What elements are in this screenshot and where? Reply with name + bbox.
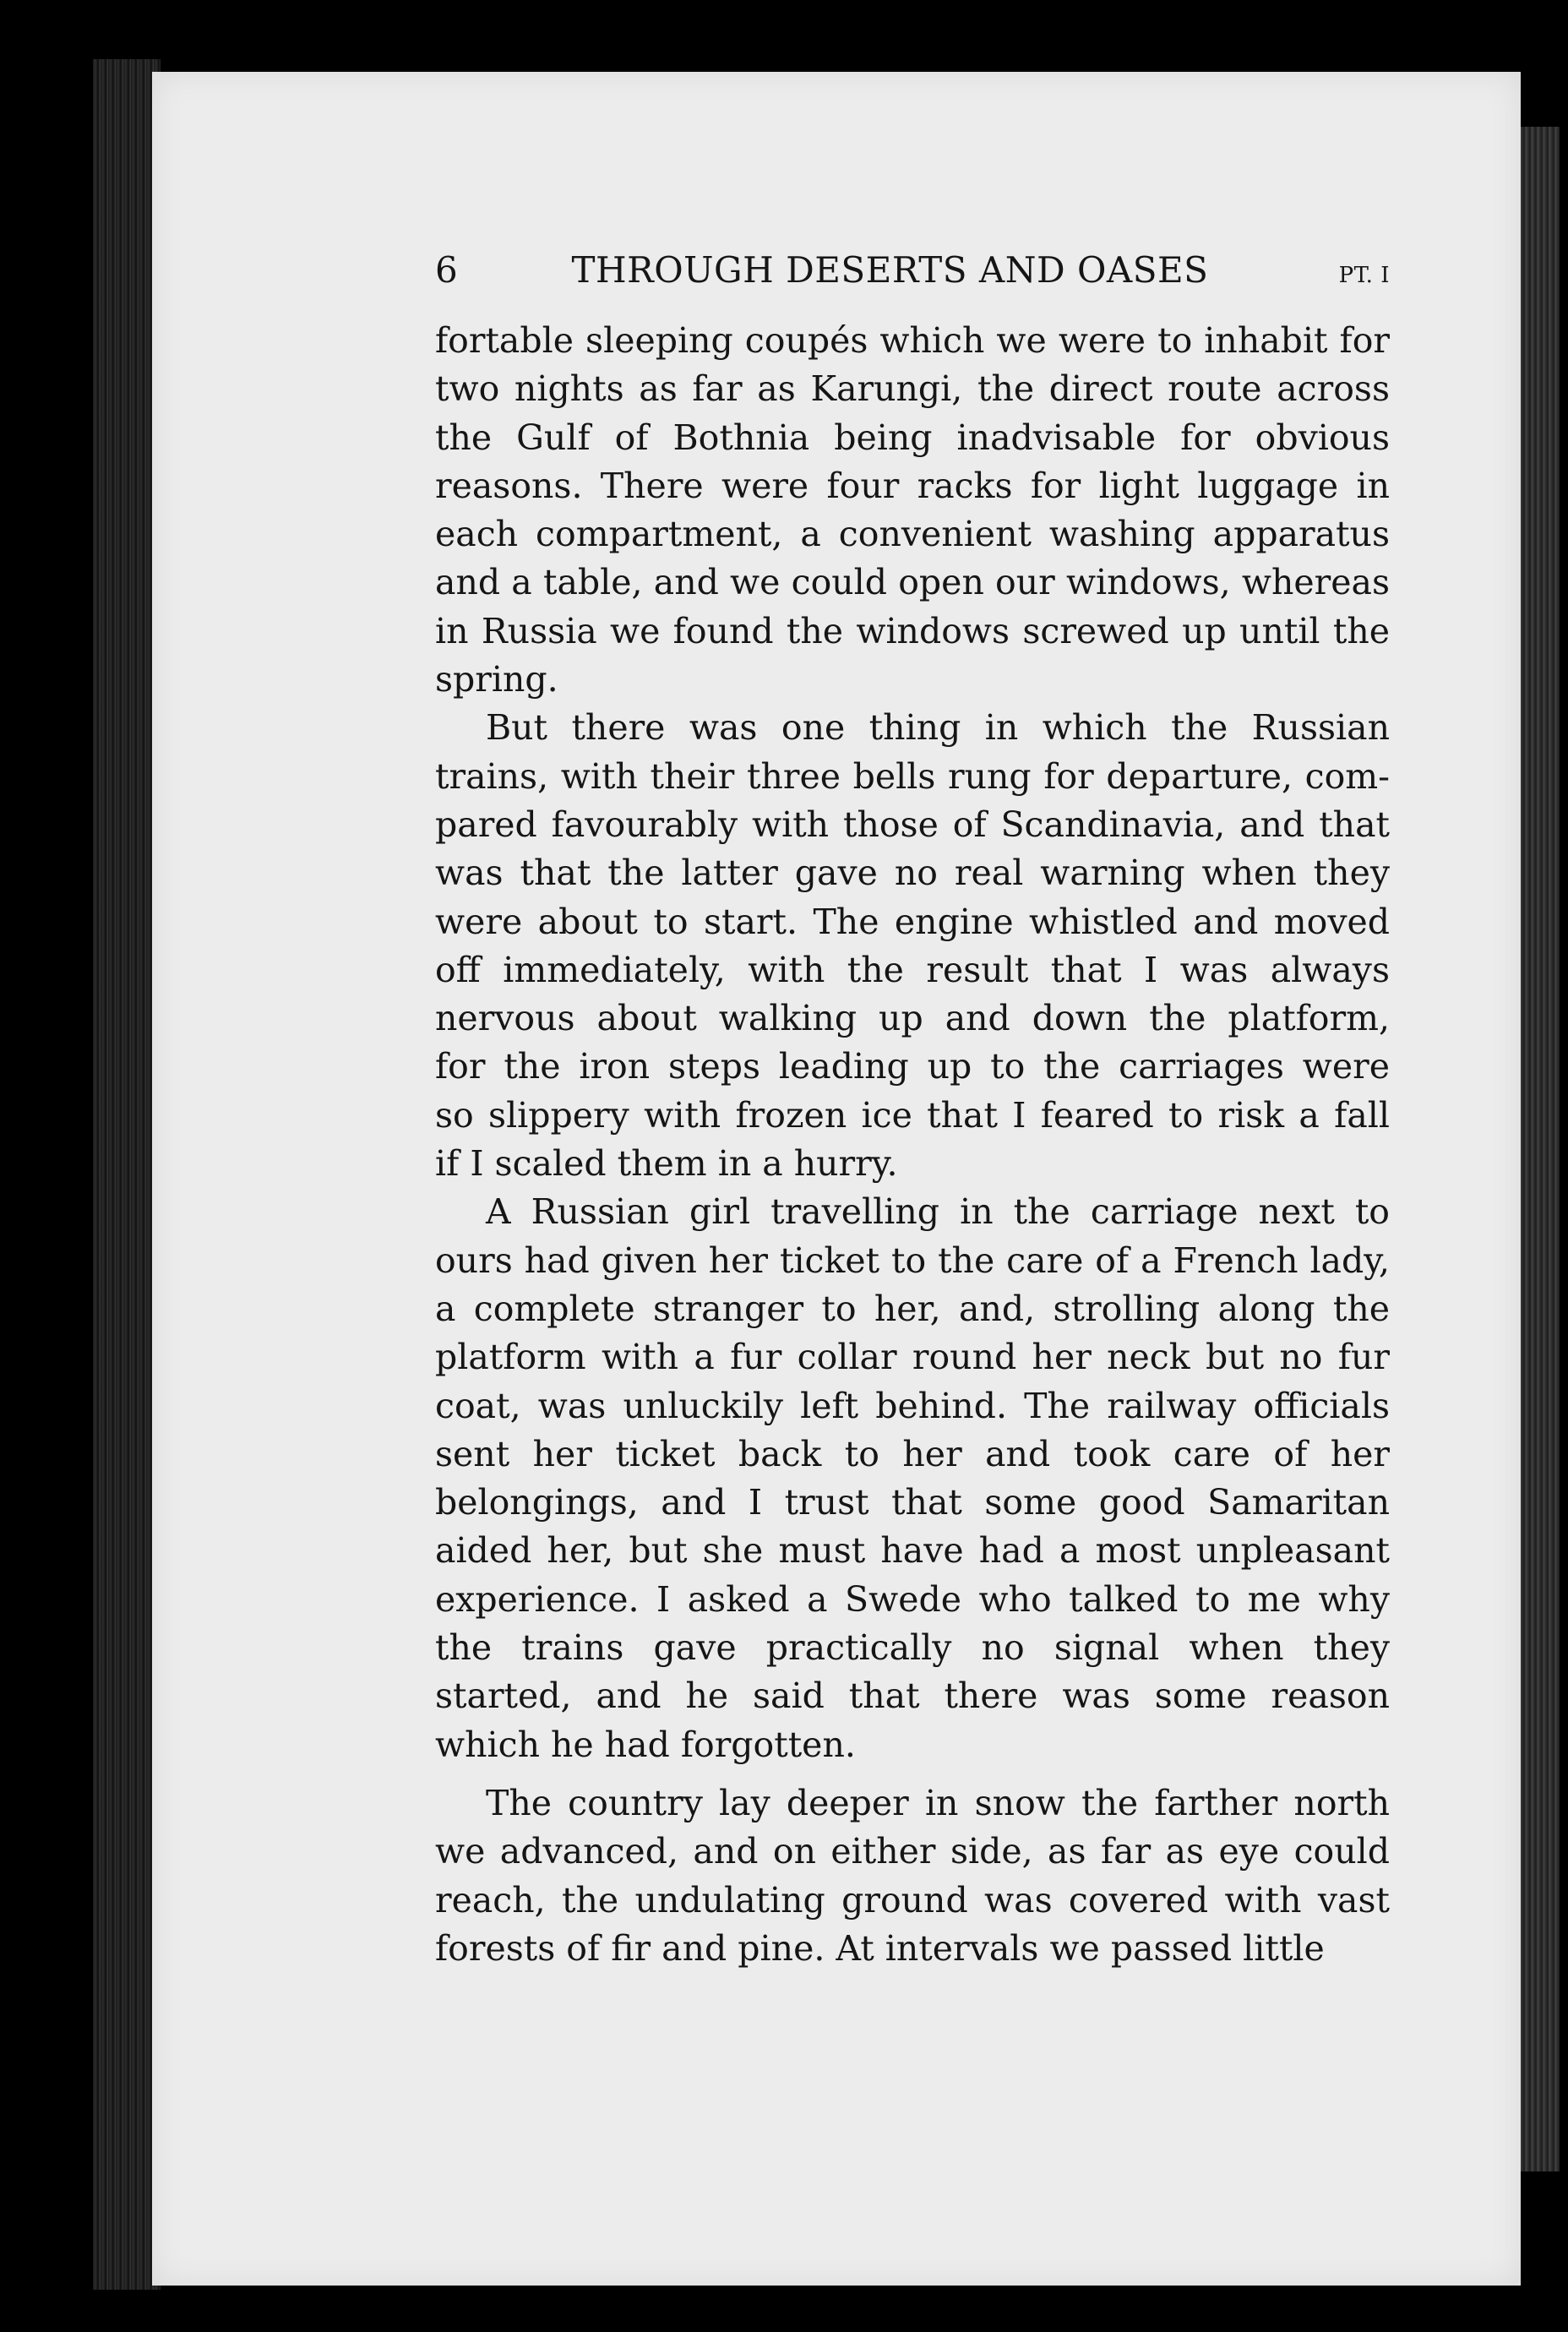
running-header bbox=[435, 249, 1390, 317]
text-line: belongings, and I trust that some good Samaritan bbox=[435, 1482, 1390, 1523]
book-binding-left bbox=[93, 59, 161, 2290]
text-line: the trains gave practically no signal when they bbox=[435, 1627, 1390, 1669]
text-line: ours had given her ticket to the care of a French lady, bbox=[435, 1240, 1390, 1281]
text-line: a complete stranger to her, and, strolling along the bbox=[435, 1288, 1390, 1329]
text-line: each compartment, a convenient washing apparatus bbox=[435, 514, 1390, 555]
paragraph bbox=[435, 317, 1390, 704]
text-line: was that the latter gave no real warning when they bbox=[435, 853, 1390, 894]
text-line: forests of fir and pine. At intervals we passed little bbox=[435, 1927, 1325, 1969]
text-line: nervous about walking up and down the platform, bbox=[435, 998, 1390, 1039]
text-line: trains, with their three bells rung for departure, com- bbox=[435, 755, 1390, 797]
paragraph bbox=[435, 1779, 1390, 1973]
text-line: we advanced, and on either side, as far as eye could bbox=[435, 1831, 1390, 1872]
text-line: A Russian girl travelling in the carriage next to bbox=[486, 1191, 1390, 1233]
text-line: off immediately, with the result that I was always bbox=[435, 949, 1390, 990]
text-line: But there was one thing in which the Russian bbox=[486, 707, 1390, 749]
paragraph-gap bbox=[435, 1769, 1390, 1779]
text-line: The country lay deeper in snow the farther north bbox=[486, 1782, 1390, 1823]
text-line: fortable sleeping coupés which we were to inhabit for bbox=[435, 320, 1390, 361]
text-line: for the iron steps leading up to the carriages were bbox=[435, 1046, 1390, 1087]
text-line: so slippery with frozen ice that I feared to risk a fall bbox=[435, 1094, 1390, 1136]
text-line: reach, the undulating ground was covered with vast bbox=[435, 1879, 1390, 1921]
text-line: started, and he said that there was some reason bbox=[435, 1675, 1390, 1717]
text-line: aided her, but she must have had a most unpleasant bbox=[435, 1530, 1390, 1572]
text-line: sent her ticket back to her and took care of her bbox=[435, 1433, 1390, 1474]
text-line: coat, was unluckily left behind. The railway officials bbox=[435, 1385, 1390, 1426]
text-line: spring. bbox=[435, 659, 558, 700]
page-content bbox=[435, 249, 1390, 1973]
part-label: PT. I bbox=[1338, 263, 1390, 288]
running-title: THROUGH DESERTS AND OASES bbox=[571, 249, 1209, 291]
text-line: were about to start. The engine whistled and moved bbox=[435, 901, 1390, 942]
book-binding-right bbox=[1521, 127, 1560, 2171]
text-line: platform with a fur collar round her neck but no fur bbox=[435, 1337, 1390, 1378]
text-line: pared favourably with those of Scandinavia, and that bbox=[435, 804, 1390, 845]
paragraph bbox=[435, 1188, 1390, 1769]
paragraph bbox=[435, 704, 1390, 1188]
text-line: the Gulf of Bothnia being inadvisable for obvious bbox=[435, 417, 1390, 458]
page-number: 6 bbox=[435, 249, 459, 291]
text-line: experience. I asked a Swede who talked to me why bbox=[435, 1578, 1390, 1620]
text-line: two nights as far as Karungi, the direct route across bbox=[435, 368, 1390, 410]
text-line: and a table, and we could open our windows, whereas bbox=[435, 562, 1390, 603]
text-line: in Russia we found the windows screwed up until the bbox=[435, 610, 1390, 651]
text-line: which he had forgotten. bbox=[435, 1724, 856, 1765]
body-text bbox=[435, 317, 1390, 1973]
text-line: if I scaled them in a hurry. bbox=[435, 1143, 898, 1185]
text-line: reasons. There were four racks for light luggage in bbox=[435, 465, 1390, 506]
